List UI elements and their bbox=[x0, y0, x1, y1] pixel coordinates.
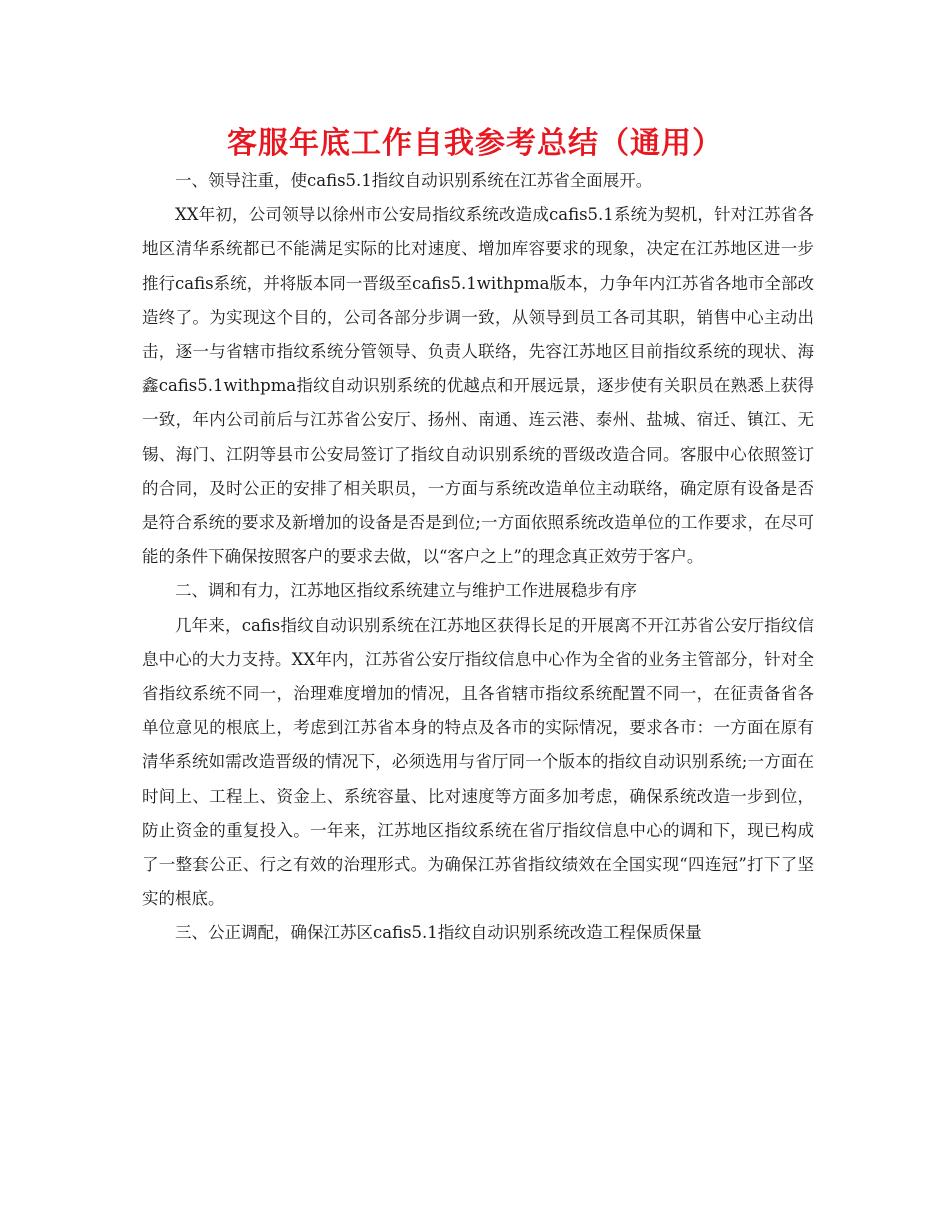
body-paragraph: XX年初，公司领导以徐州市公安局指纹系统改造成cafis5.1系统为契机，针对江苏省各地区清华系统都已不能满足实际的比对速度、增加库容要求的现象，决定在江苏地区进一步推行cafis系统，并将版本同一晋级至cafis5.1withpma版本，力争年内江苏省各地市全部改造终了。为实现这个目的，公司各部分步调一致，从领导到员工各司其职，销售中心主动出击，逐一与省辖市指纹系统分管领导、负责人联络，先容江苏地区目前指纹系统的现状、海鑫cafis5.1withpma指纹自动识别系统的优越点和开展远景，逐步使有关职员在熟悉上获得一致，年内公司前后与江苏省公安厅、扬州、南通、连云港、泰州、盐城、宿迁、镇江、无锡、海门、江阴等县市公安局签订了指纹自动识别系统的晋级改造合同。客服中心依照签订的合同，及时公正的安排了相关职员，一方面与系统改造单位主动联络，确定原有设备是否是符合系统的要求及新增加的设备是否是到位;一方面依照系统改造单位的工作要求，在尽可能的条件下确保按照客户的要求去做，以“客户之上”的理念真正效劳于客户。 bbox=[142, 205, 814, 567]
section-heading-2: 二、调和有力，江苏地区指纹系统建立与维护工作进展稳步有序 bbox=[175, 581, 637, 601]
body-paragraph: 几年来，cafis指纹自动识别系统在江苏地区获得长足的开展离不开江苏省公安厅指纹信息中心的大力支持。XX年内，江苏省公安厅指纹信息中心作为全省的业务主管部分，针对全省指纹系统不同一，治理难度增加的情况，且各省辖市指纹系统配置不同一，在征责备省各单位意见的根底上，考虑到江苏省本身的特点及各市的实际情况，要求各市：一方面在原有清华系统如需改造晋级的情况下，必须选用与省厅同一个版本的指纹自动识别系统;一方面在时间上、工程上、资金上、系统容量、比对速度等方面多加考虑，确保系统改造一步到位，防止资金的重复投入。一年来，江苏地区指纹系统在省厅指纹信息中心的调和下，现已构成了一整套公正、行之有效的治理形式。为确保江苏省指纹绩效在全国实现“四连冠”打下了坚实的根底。 bbox=[142, 615, 814, 909]
section-heading-3: 三、公正调配，确保江苏区cafis5.1指纹自动识别系统改造工程保质保量 bbox=[175, 923, 702, 943]
section-heading-1: 一、领导注重，使cafis5.1指纹自动识别系统在江苏省全面展开。 bbox=[175, 171, 653, 190]
document-body bbox=[142, 164, 814, 951]
document-title: 客服年底工作自我参考总结（通用） bbox=[227, 126, 723, 161]
